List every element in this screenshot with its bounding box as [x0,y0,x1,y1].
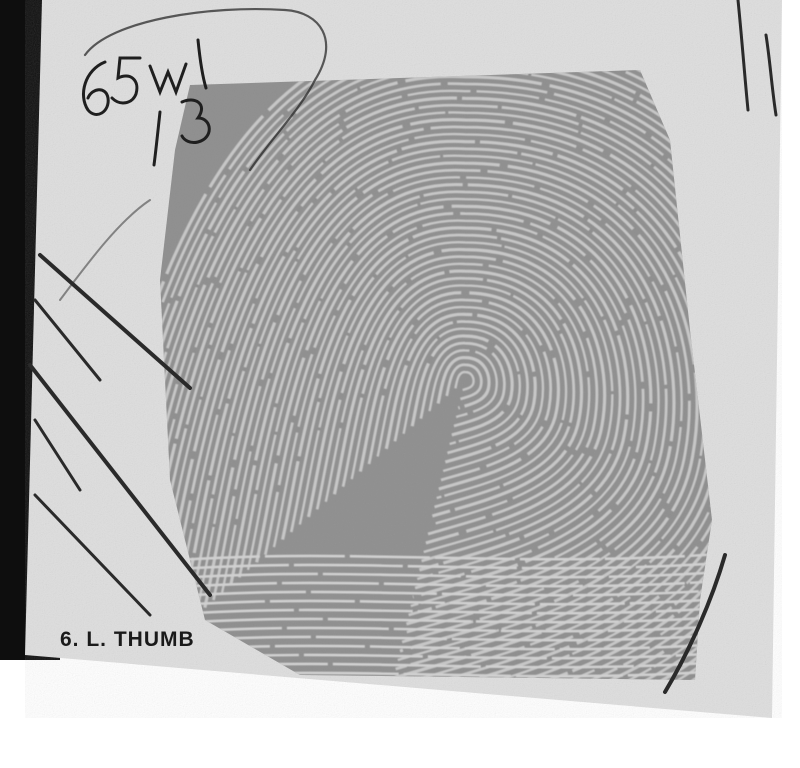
finger-position-label: 6. L. THUMB [60,628,195,651]
